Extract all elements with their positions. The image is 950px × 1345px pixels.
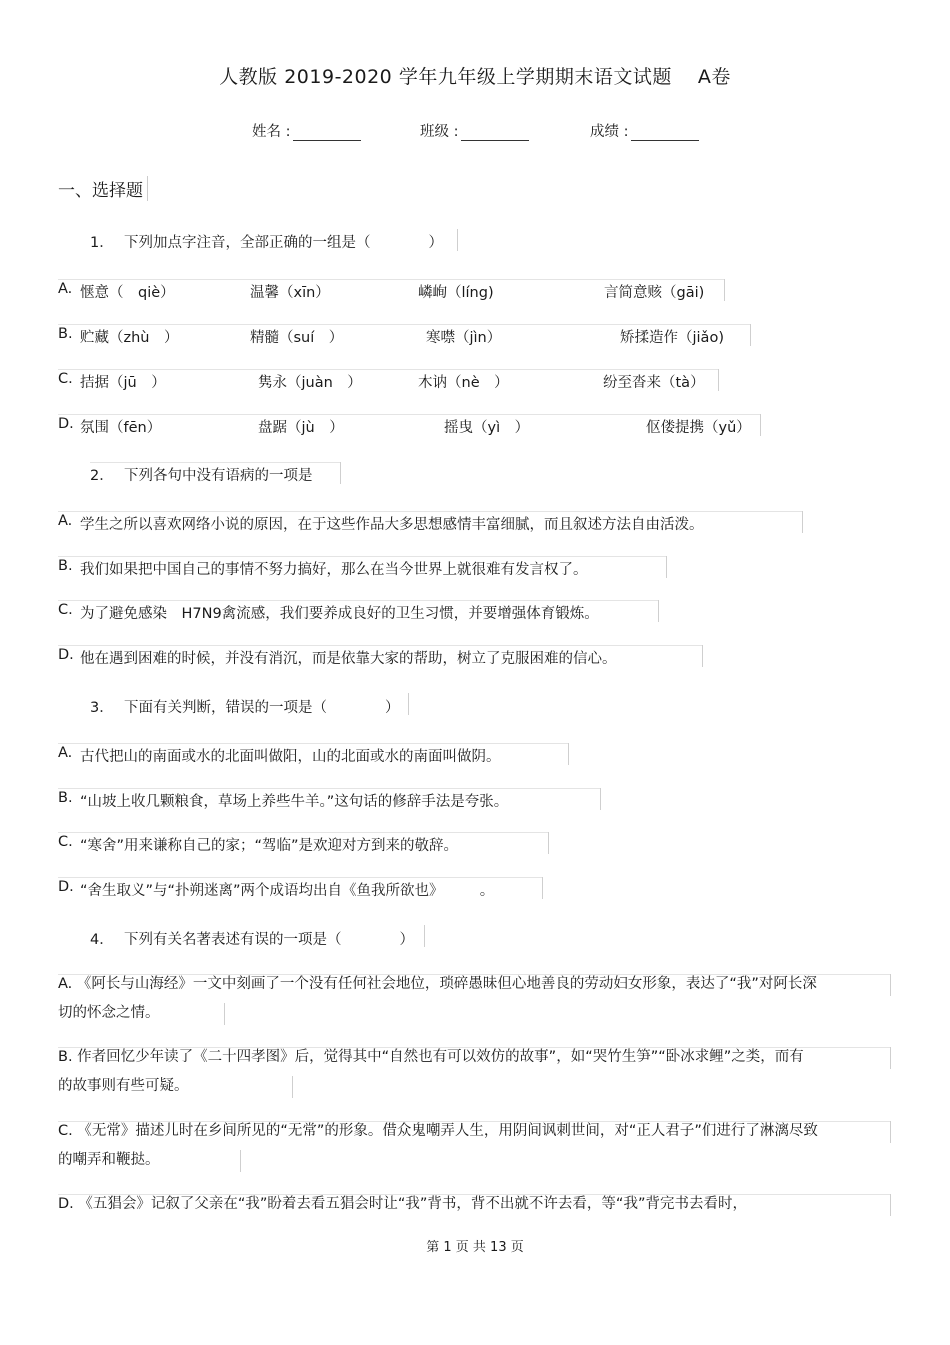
- q1-option-d[interactable]: D. 氛围（fēn） 盘踞（jù ） 摇曳（yì ） 伛偻提携（yǔ）: [58, 416, 751, 436]
- title-suffix: A卷: [697, 66, 731, 88]
- q3-option-b[interactable]: B. “山坡上收几颗粮食，草场上养些牛羊。”这句话的修辞手法是夸张。: [58, 790, 509, 810]
- q2-option-c[interactable]: C. 为了避免感染 H7N9禽流感，我们要养成良好的卫生习惯，并要增强体育锻炼。: [58, 602, 599, 622]
- class-label: 班级 :: [420, 124, 459, 140]
- q1-option-c[interactable]: C. 拮据（jū ） 隽永（juàn ） 木讷（nè ） 纷至沓来（tà）: [58, 371, 705, 391]
- name-label: 姓名 :: [252, 124, 291, 140]
- question-3: [90, 696, 400, 717]
- score-blank[interactable]: [631, 126, 699, 141]
- name-field: [252, 120, 361, 141]
- question-number: 4．: [90, 932, 114, 948]
- question-stem: 下列加点字注音，全部正确的一组是（ ）: [124, 235, 443, 251]
- class-blank[interactable]: [461, 126, 529, 141]
- q1-option-a[interactable]: A. 惬意（ qiè） 温馨（xīn） 嶙峋（líng) 言简意赅（gāi): [58, 281, 705, 301]
- name-blank[interactable]: [293, 126, 361, 141]
- question-number: 3．: [90, 700, 114, 716]
- question-number: 1．: [90, 235, 114, 251]
- title-main: 人教版 2019-2020 学年九年级上学期期末语文试题: [219, 66, 672, 88]
- page-number: 第 1 页 共 13 页: [426, 1240, 524, 1255]
- q2-option-d[interactable]: D. 他在遇到困难的时候，并没有消沉，而是依靠大家的帮助，树立了克服困难的信心。: [58, 647, 617, 667]
- q3-option-a[interactable]: A. 古代把山的南面或水的北面叫做阳，山的北面或水的南面叫做阴。: [58, 745, 501, 765]
- score-label: 成绩 :: [590, 124, 629, 140]
- question-stem: 下列各句中没有语病的一项是: [124, 468, 313, 484]
- question-stem: 下面有关判断，错误的一项是（ ）: [124, 700, 400, 716]
- q4-option-a[interactable]: A. 《阿长与山海经》一文中刻画了一个没有任何社会地位，琐碎愚昧但心地善良的劳动妇女形象，表达了“我”对阿长深切的怀念之情。: [58, 976, 817, 1021]
- q4-option-c[interactable]: C. 《无常》描述儿时在乡间所见的“无常”的形象。借众鬼嘲弄人生，用阴间讽刺世间，对“正人君子”们进行了淋漓尽致的嘲弄和鞭挞。: [58, 1123, 818, 1168]
- q4-option-d[interactable]: D. 《五猖会》记叙了父亲在“我”盼着去看五猖会时让“我”背书，背不出就不许去看，等“我”背完书去看时，: [58, 1196, 747, 1212]
- q1-option-b[interactable]: B. 贮藏（zhù ） 精髓（suí ） 寒噤（jìn） 矫揉造作（jiǎo): [58, 326, 724, 346]
- question-stem: 下列有关名著表述有误的一项是（ ）: [124, 932, 414, 948]
- q3-option-c[interactable]: C. “寒舍”用来谦称自己的家；“驾临”是欢迎对方到来的敬辞。: [58, 834, 459, 854]
- page-title: [0, 62, 950, 89]
- q3-option-d[interactable]: D. “舍生取义”与“扑朔迷离”两个成语均出自《鱼我所欲也》 。: [58, 879, 495, 899]
- question-number: 2．: [90, 468, 114, 484]
- q2-option-a[interactable]: A. 学生之所以喜欢网络小说的原因，在于这些作品大多思想感情丰富细腻，而且叙述方法自由活泼。: [58, 513, 704, 533]
- class-field: [420, 120, 529, 141]
- score-field: [590, 120, 699, 141]
- question-4: [90, 928, 414, 949]
- question-2: [90, 464, 313, 485]
- q2-option-b[interactable]: B. 我们如果把中国自己的事情不努力搞好，那么在当今世界上就很难有发言权了。: [58, 558, 588, 578]
- q4-option-b[interactable]: B. 作者回忆少年读了《二十四孝图》后，觉得其中“自然也有可以效仿的故事”，如“哭竹生笋”“卧冰求鲤”之类，而有的故事则有些可疑。: [58, 1049, 804, 1094]
- question-1: [90, 231, 443, 252]
- section-heading: 一、选择题: [58, 176, 148, 201]
